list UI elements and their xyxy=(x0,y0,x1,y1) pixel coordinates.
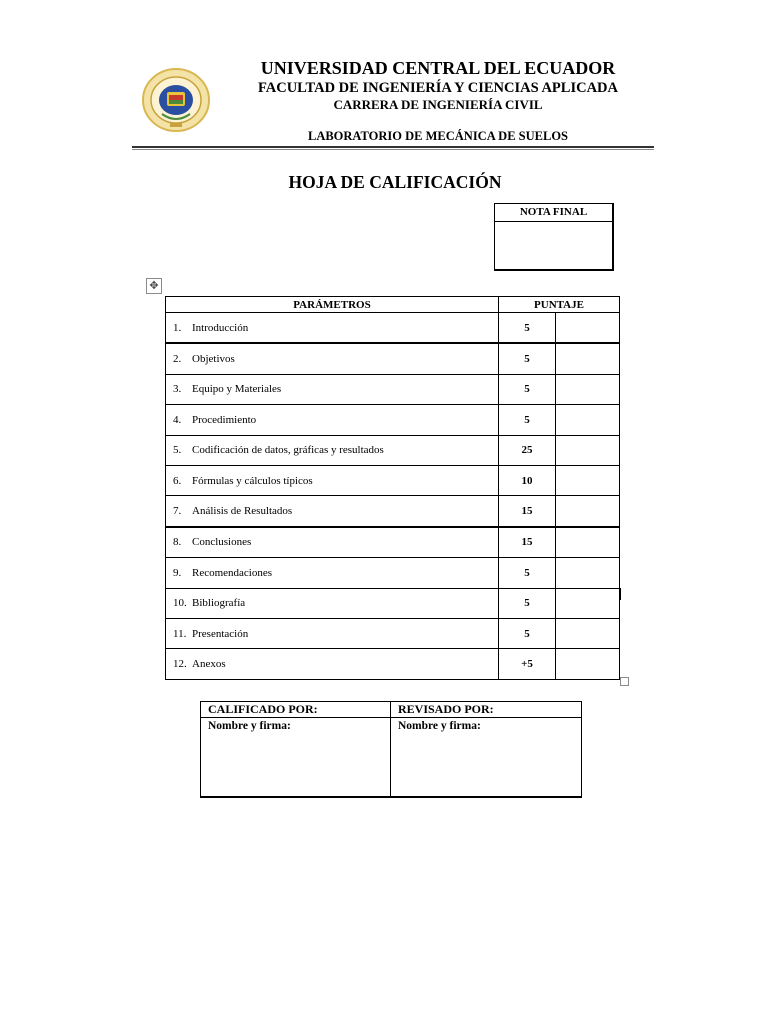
table-row xyxy=(166,435,620,465)
document-title: HOJA DE CALIFICACIÓN xyxy=(288,172,502,192)
resize-handle-icon[interactable] xyxy=(620,677,629,686)
parameter-cell xyxy=(166,649,499,679)
max-score-cell: 5 xyxy=(499,313,556,344)
parameter-number: 12. xyxy=(173,657,187,670)
reviewed-by-label: REVISADO POR: xyxy=(391,702,582,718)
reviewed-by-name-sign-label: Nombre y firma: xyxy=(398,720,481,732)
parameter-cell xyxy=(166,343,499,374)
grade-input-cell[interactable] xyxy=(556,435,620,465)
table-row xyxy=(166,374,620,404)
parameter-label: Equipo y Materiales xyxy=(192,383,282,396)
max-score-cell: 25 xyxy=(499,435,556,465)
nota-final-label: NOTA FINAL xyxy=(495,204,612,222)
table-row xyxy=(166,405,620,435)
max-score-cell: 15 xyxy=(499,527,556,558)
parameter-label: Anexos xyxy=(192,657,226,670)
laboratory-name: LABORATORIO DE MECÁNICA DE SUELOS xyxy=(307,129,568,143)
parameter-label: Introducción xyxy=(192,321,249,334)
parameter-label: Bibliografía xyxy=(192,597,246,610)
career-name: CARRERA DE INGENIERÍA CIVIL xyxy=(333,97,543,112)
grade-input-cell[interactable] xyxy=(556,527,620,558)
table-row xyxy=(166,343,620,374)
parameter-cell xyxy=(166,405,499,435)
parameter-number: 4. xyxy=(173,413,182,426)
score-header: PUNTAJE xyxy=(499,297,620,313)
max-score-cell: 5 xyxy=(499,588,556,618)
parameter-number: 5. xyxy=(173,444,182,457)
grade-input-cell[interactable] xyxy=(556,343,620,374)
max-score-cell: +5 xyxy=(499,649,556,679)
max-score-cell: 5 xyxy=(499,558,556,588)
text-cursor xyxy=(620,588,621,600)
parameter-number: 11. xyxy=(173,627,187,640)
parameter-label: Fórmulas y cálculos típicos xyxy=(192,474,313,487)
grade-input-cell[interactable] xyxy=(556,313,620,344)
grade-input-cell[interactable] xyxy=(556,558,620,588)
reviewed-by-signature-cell[interactable] xyxy=(391,718,582,798)
grade-input-cell[interactable] xyxy=(556,465,620,495)
grade-input-cell[interactable] xyxy=(556,405,620,435)
parameter-label: Análisis de Resultados xyxy=(192,505,293,518)
parameter-cell xyxy=(166,558,499,588)
parameter-cell xyxy=(166,618,499,648)
parameter-label: Objetivos xyxy=(192,353,235,366)
parameter-number: 2. xyxy=(173,353,182,366)
nota-final-box xyxy=(494,203,614,271)
grade-input-cell[interactable] xyxy=(556,618,620,648)
parameter-label: Conclusiones xyxy=(192,536,252,549)
parameter-cell xyxy=(166,435,499,465)
signature-table xyxy=(200,701,582,798)
parameter-cell xyxy=(166,313,499,344)
table-row xyxy=(166,465,620,495)
move-handle-icon[interactable]: ✥ xyxy=(146,278,162,294)
graded-by-signature-cell[interactable] xyxy=(201,718,391,798)
university-name: UNIVERSIDAD CENTRAL DEL ECUADOR xyxy=(260,58,616,78)
grade-input-cell[interactable] xyxy=(556,649,620,679)
max-score-cell: 5 xyxy=(499,343,556,374)
parameter-number: 1. xyxy=(173,321,182,334)
parameter-label: Procedimiento xyxy=(192,413,257,426)
table-row xyxy=(166,527,620,558)
grade-input-cell[interactable] xyxy=(556,588,620,618)
parameter-number: 8. xyxy=(173,536,182,549)
grade-input-cell[interactable] xyxy=(556,496,620,527)
university-seal-logo xyxy=(142,68,210,132)
parameter-label: Recomendaciones xyxy=(192,566,273,579)
graded-by-label: CALIFICADO POR: xyxy=(201,702,391,718)
parameter-label: Presentación xyxy=(192,627,249,640)
grade-input-cell[interactable] xyxy=(556,374,620,404)
graded-by-name-sign-label: Nombre y firma: xyxy=(208,720,291,732)
max-score-cell: 5 xyxy=(499,405,556,435)
table-row xyxy=(166,558,620,588)
parameter-number: 3. xyxy=(173,383,182,396)
parameter-number: 7. xyxy=(173,505,182,518)
parameter-cell xyxy=(166,465,499,495)
parameter-number: 10. xyxy=(173,597,187,610)
max-score-cell: 5 xyxy=(499,374,556,404)
parameters-header: PARÁMETROS xyxy=(166,297,499,313)
grading-table xyxy=(165,296,620,680)
parameter-cell xyxy=(166,496,499,527)
parameter-cell xyxy=(166,588,499,618)
header-divider xyxy=(132,146,654,150)
table-row xyxy=(166,649,620,679)
max-score-cell: 5 xyxy=(499,618,556,648)
max-score-cell: 15 xyxy=(499,496,556,527)
table-row xyxy=(166,618,620,648)
parameter-cell xyxy=(166,527,499,558)
table-row xyxy=(166,313,620,344)
table-row xyxy=(166,588,620,618)
parameter-number: 9. xyxy=(173,566,182,579)
faculty-name: FACULTAD DE INGENIERÍA Y CIENCIAS APLICADA xyxy=(257,80,618,96)
parameter-number: 6. xyxy=(173,474,182,487)
parameter-label: Codificación de datos, gráficas y resultados xyxy=(192,444,384,457)
table-row xyxy=(166,496,620,527)
table-header-row xyxy=(166,297,620,313)
max-score-cell: 10 xyxy=(499,465,556,495)
parameter-cell xyxy=(166,374,499,404)
